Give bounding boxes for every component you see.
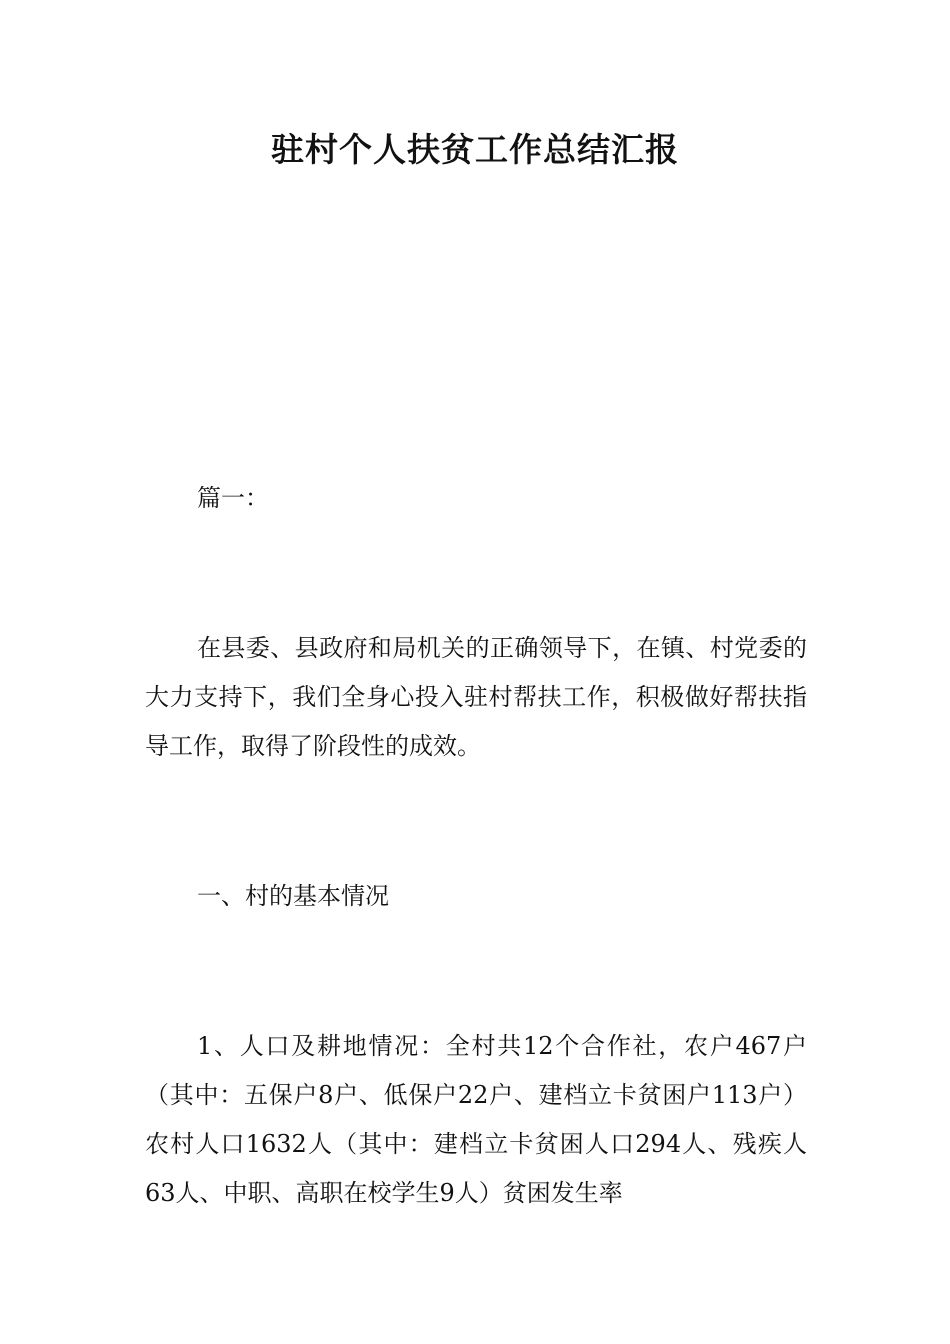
intro-paragraph: 在县委、县政府和局机关的正确领导下，在镇、村党委的大力支持下，我们全身心投入驻村帮扶工作，积极做好帮扶指导工作，取得了阶段性的成效。 bbox=[145, 634, 807, 760]
section-heading-village-basics: 一、村的基本情况 bbox=[197, 882, 389, 910]
section-label-paragraph: 篇一： bbox=[197, 484, 269, 512]
document-title: 驻村个人扶贫工作总结汇报 bbox=[271, 130, 679, 169]
population-paragraph: 1、人口及耕地情况：全村共12个合作社，农户467户（其中：五保户8户、低保户22户、建档立卡贫困户113户）农村人口1632人（其中：建档立卡贫困人口294人、残疾人63人、中职、高职在校学生9人）贫困发生率 bbox=[145, 1032, 807, 1207]
